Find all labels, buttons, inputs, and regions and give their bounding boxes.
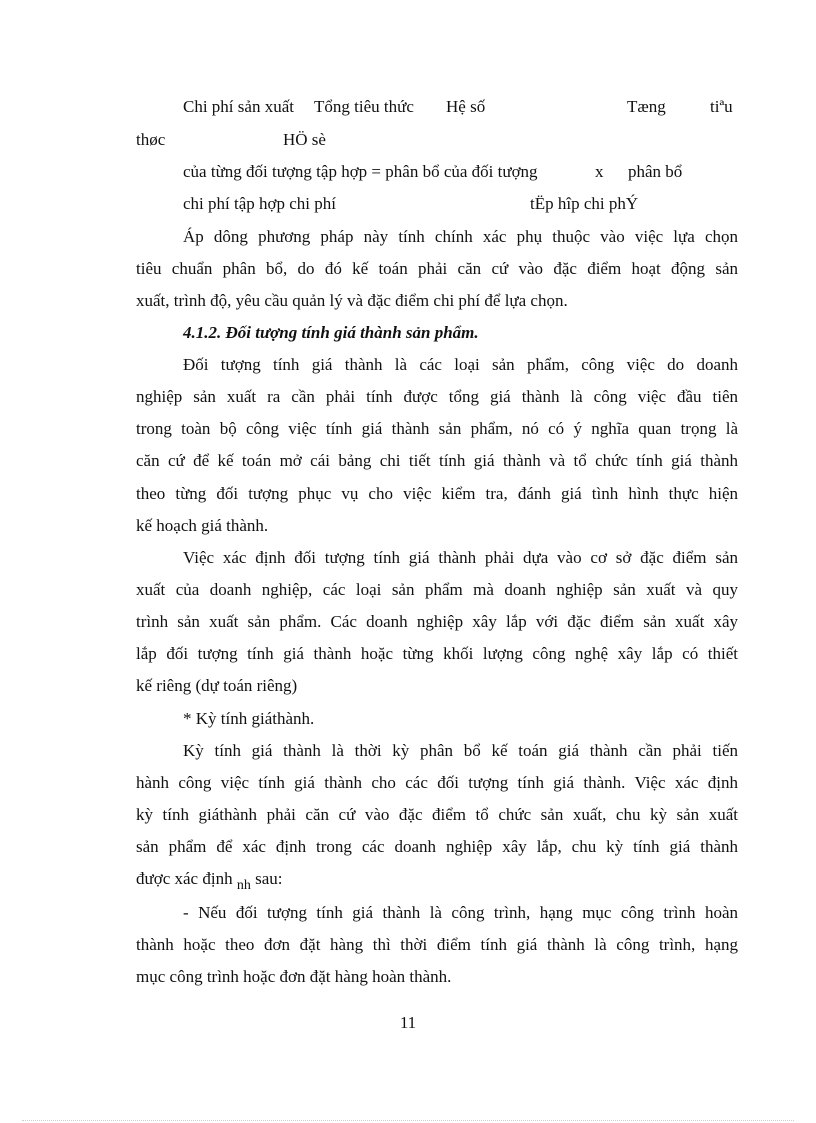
paragraph-3-line: kế riêng (dự toán riêng) [136, 676, 298, 695]
formula-row4-col2: tËp hîp chi phÝ [530, 194, 639, 213]
formula-row1-col3: Hệ số [446, 97, 486, 116]
formula-row3-col2: x [595, 162, 604, 181]
paragraph-4-line: hành công việc tính giá thành cho các đối tượng tính giá thành. Việc xác định [136, 773, 738, 792]
paragraph-2-line: Đối tượng tính giá thành là các loại sản phẩm, công việc do doanh [183, 355, 738, 374]
formula-row1-col4: Tæng [627, 97, 666, 116]
paragraph-3-line: lắp đối tượng tính giá thành hoặc từng khối lượng công nghệ xây lắp có thiết [136, 644, 738, 663]
paragraph-2-line: trong toàn bộ công việc tính giá thành sản phẩm, nó có ý nghĩa quan trọng là [136, 419, 738, 438]
paragraph-2-line: nghiệp sản xuất ra cần phải tính được tổng giá thành là công việc đầu tiên [136, 387, 738, 406]
paragraph-4-line: kỳ tính giáthành phải căn cứ vào đặc điểm tổ chức sản xuất, chu kỳ sản xuất [136, 805, 738, 824]
formula-row4-col1: chi phí tập hợp chi phí [183, 194, 336, 213]
paragraph-5-line: mục công trình hoặc đơn đặt hàng hoàn thành. [136, 967, 452, 986]
formula-row2-col2: HÖ sè [283, 130, 326, 149]
paragraph-4-after: sau: [255, 869, 283, 888]
paragraph-5-line: - Nếu đối tượng tính giá thành là công trình, hạng mục công trình hoàn [183, 903, 738, 922]
paragraph-1-line: Áp dông phương pháp này tính chính xác phụ thuộc vào việc lựa chọn [183, 227, 738, 246]
paragraph-4-line: sản phẩm để xác định trong các doanh nghiệp xây lắp, chu kỳ tính giá thành [136, 837, 738, 856]
formula-row3-col1: của từng đối tượng tập hợp = phân bổ của đối tượng [183, 162, 538, 181]
paragraph-4-before: được xác định [136, 869, 233, 888]
formula-row3-col3: phân bổ [628, 162, 683, 181]
formula-row1-col5: tiªu [710, 97, 733, 116]
paragraph-2-line: kế hoạch giá thành. [136, 516, 269, 535]
section-heading: 4.1.2. Đối tượng tính giá thành sản phẩm. [183, 323, 479, 342]
footer-divider [22, 1120, 794, 1121]
paragraph-2-line: căn cứ để kế toán mở cái bảng chi tiết tính giá thành và tổ chức tính giá thành [136, 451, 738, 470]
paragraph-1-line: tiêu chuẩn phân bổ, do đó kế toán phải căn cứ vào đặc điểm hoạt động sản [136, 259, 738, 278]
formula-row2-col1: thøc [136, 130, 166, 149]
paragraph-1-line: xuất, trình độ, yêu cầu quản lý và đặc điểm chi phí để lựa chọn. [136, 291, 568, 310]
page-number: 11 [399, 1013, 417, 1032]
paragraph-4-line [136, 868, 282, 897]
bullet-heading: * Kỳ tính giáthành. [183, 709, 315, 728]
paragraph-4-line: Kỳ tính giá thành là thời kỳ phân bổ kế toán giá thành cần phải tiến [183, 741, 738, 760]
paragraph-2-line: theo từng đối tượng phục vụ cho việc kiểm tra, đánh giá tình hình thực hiện [136, 484, 738, 503]
paragraph-5-line: thành hoặc theo đơn đặt hàng thì thời điểm tính giá thành là công trình, hạng [136, 935, 738, 954]
formula-row1-col2: Tổng tiêu thức [314, 97, 414, 116]
paragraph-3-line: Việc xác định đối tượng tính giá thành phải dựa vào cơ sở đặc điểm sản [183, 548, 738, 567]
paragraph-4-sub: nh [236, 878, 251, 893]
paragraph-3-line: trình sản xuất sản phẩm. Các doanh nghiệp xây lắp với đặc điểm sản xuất xây [136, 612, 738, 631]
paragraph-3-line: xuất của doanh nghiệp, các loại sản phẩm mà doanh nghiệp sản xuất và quy [136, 580, 738, 599]
formula-row1-col1: Chi phí sản xuất [183, 97, 294, 116]
